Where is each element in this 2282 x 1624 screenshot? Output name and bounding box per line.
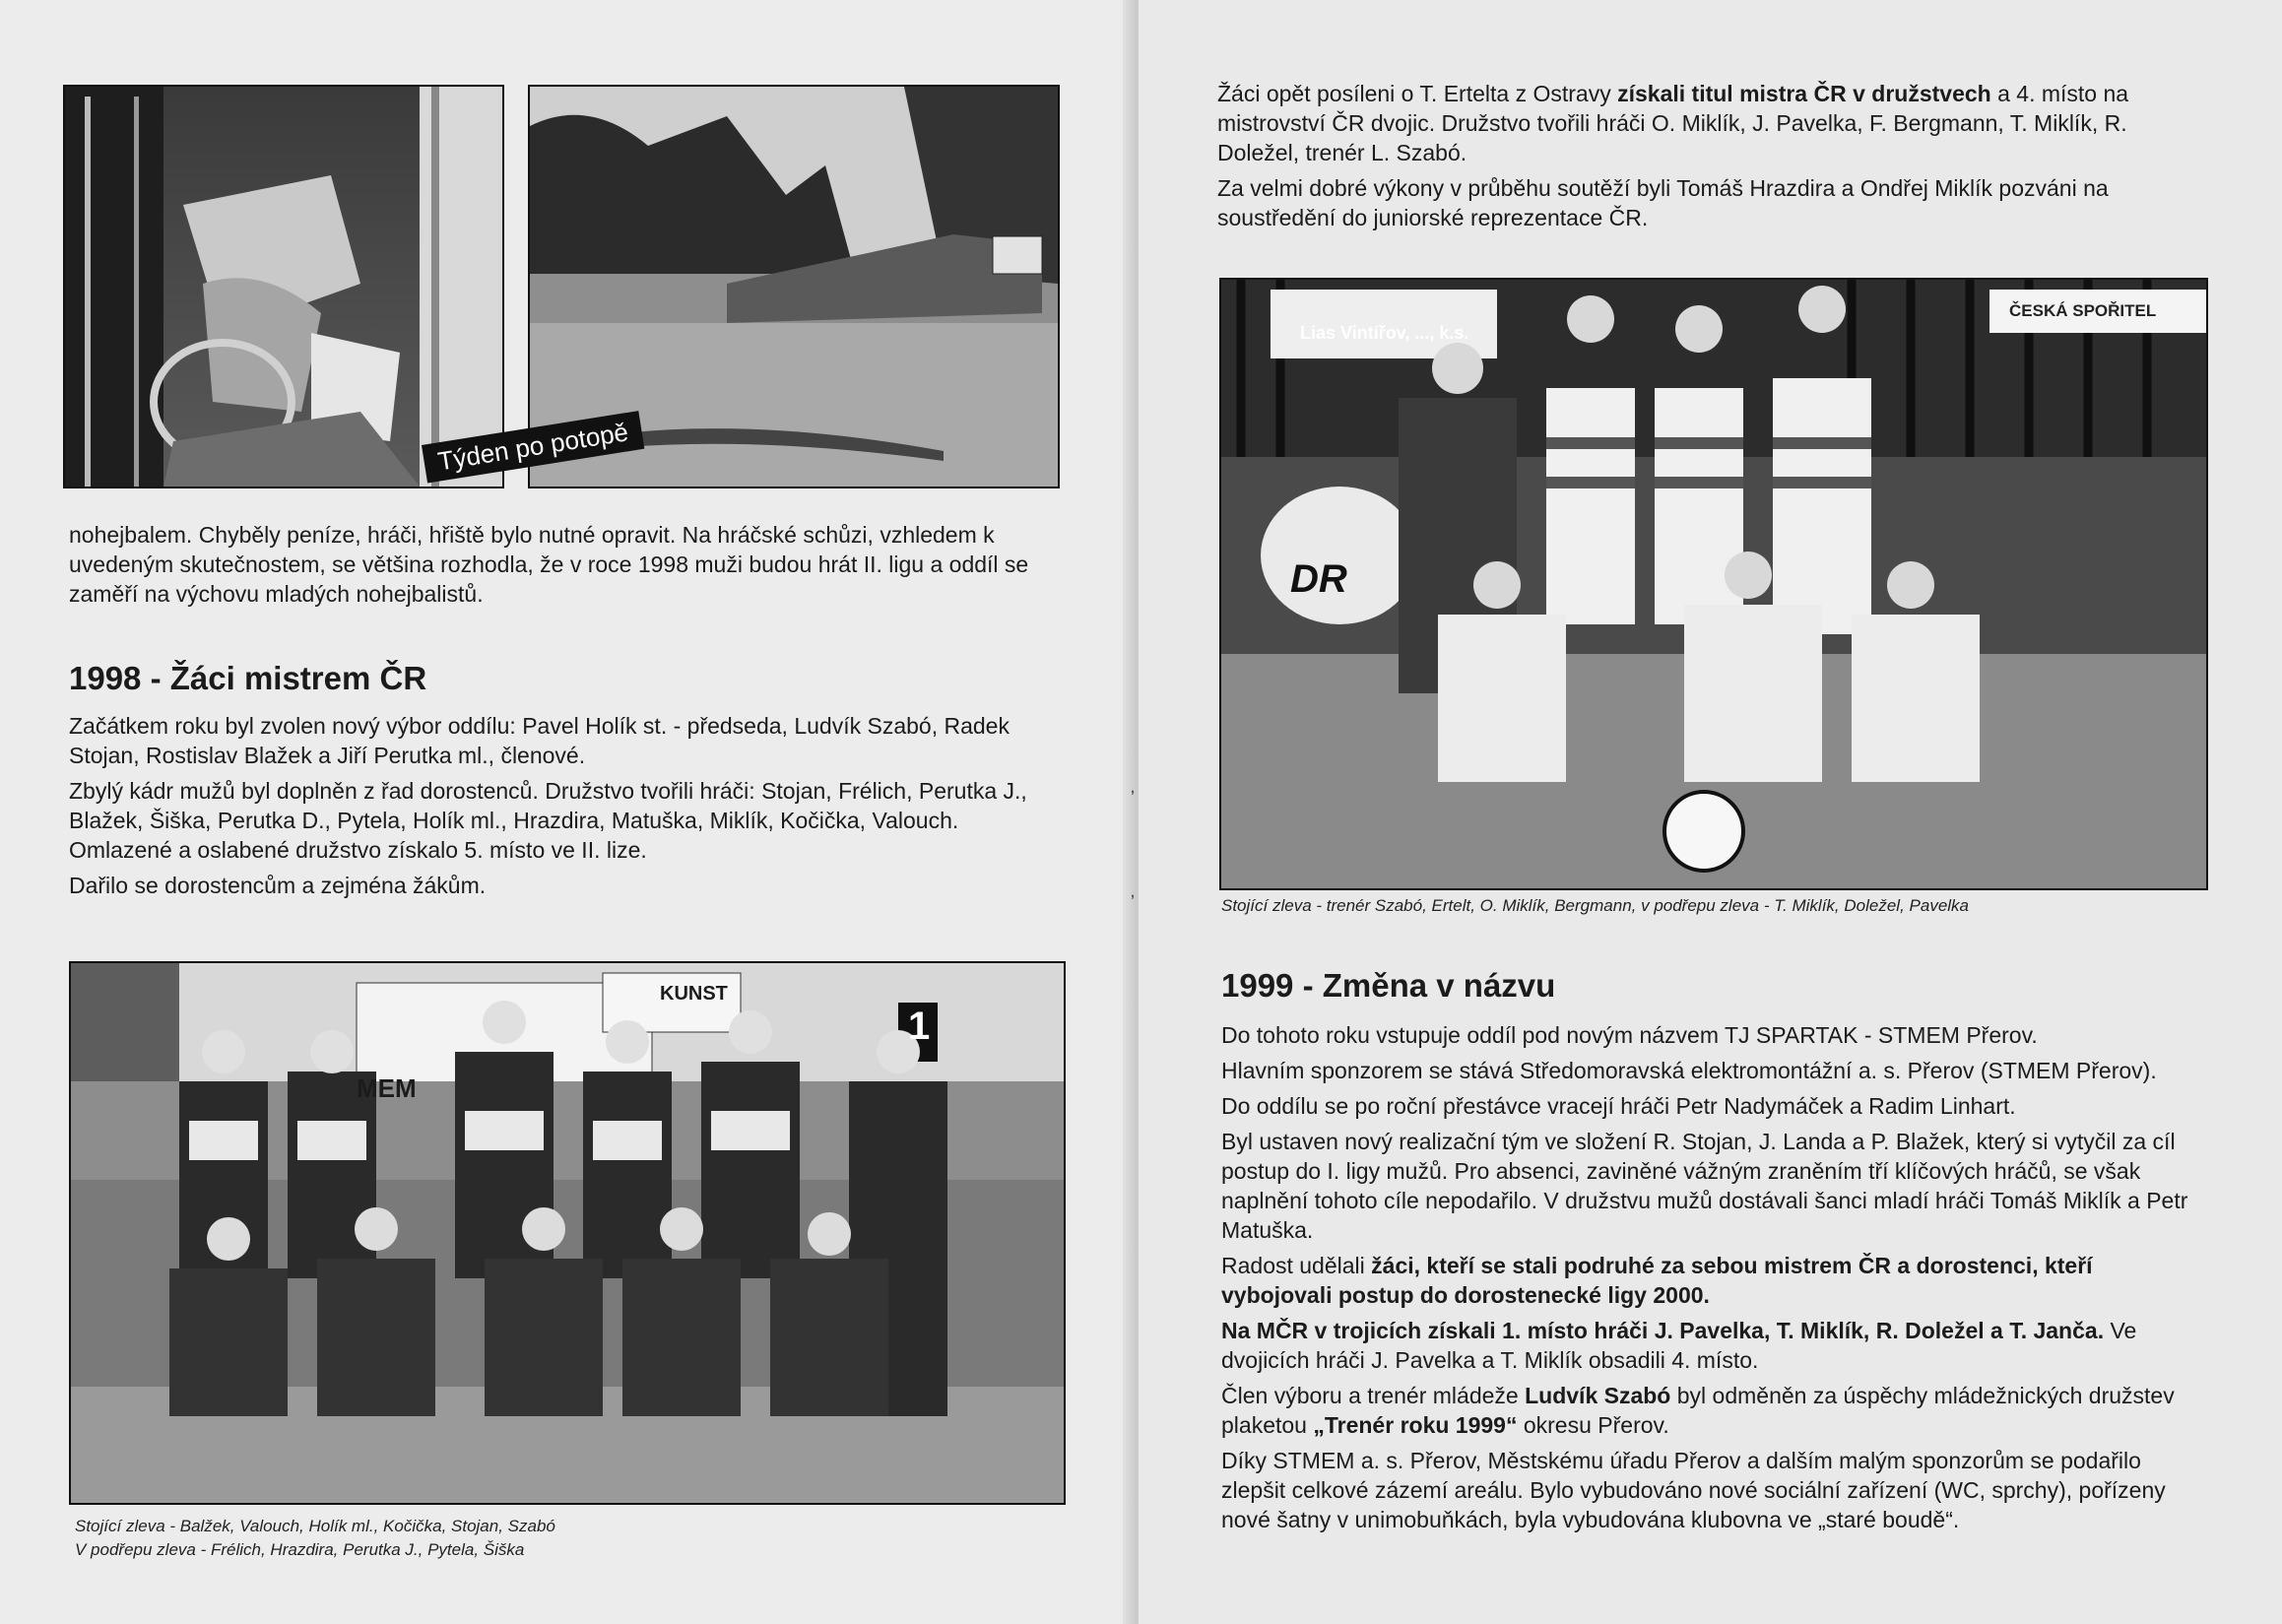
gutter-mark-upper: ʼ <box>1131 788 1135 808</box>
paragraph-returning-players: Do oddílu se po roční přestávce vracejí hráči Petr Nadymáček a Radim Linhart. <box>1221 1093 2016 1119</box>
youth-team-photo <box>1219 278 2208 890</box>
left-page <box>0 0 1131 1624</box>
lias-sign: Lias Vintířov, ..., k.s. <box>1300 323 1469 343</box>
paragraph-youth-title <box>1217 79 2202 167</box>
number-sign: 1 <box>908 1005 931 1048</box>
section-1998-text <box>69 711 1062 906</box>
paragraph-realization-team: Byl ustaven nový realizační tým ve složení R. Stojan, J. Landa a P. Blažek, který si vytyčil za cíl postup do I. ligy mužů. Pro absenci, zaviněné vážným zraněním tří klíčových hráčů, se však naplnění tohoto cíle nepodařilo. V družstvu mužů dostávali šanci mladí hráči Tomáš Miklík a Petr Matuška. <box>1221 1129 2188 1243</box>
text-award-intro: Člen výboru a trenér mládeže <box>1221 1383 1526 1408</box>
heading-1999: 1999 - Změna v názvu <box>1221 967 1556 1004</box>
paragraph-triples <box>1221 1316 2206 1375</box>
gutter-mark-lower: ʼ <box>1131 892 1135 912</box>
text-award-end: okresu Přerov. <box>1517 1412 1669 1438</box>
paragraph-new-name: Do tohoto roku vstupuje oddíl pod novým názvem TJ SPARTAK - STMEM Přerov. <box>1221 1022 2038 1048</box>
right-page <box>1139 0 2282 1624</box>
paragraph-sponsor: Hlavním sponzorem se stává Středomoravská elektromontážní a. s. Přerov (STMEM Přerov). <box>1221 1058 2157 1083</box>
text-youth-title: získali titul mistra ČR v družstvech <box>1617 81 1991 106</box>
text-youth-intro: Žáci opět posíleni o T. Ertelta z Ostravy <box>1217 81 1618 106</box>
caption-line-standing: Stojící zleva - Balžek, Valouch, Holík ml., Kočička, Stojan, Szabó <box>75 1517 555 1535</box>
photo-banner-label: Týden po potopě <box>422 411 645 483</box>
paragraph-facilities: Díky STMEM a. s. Přerov, Městskému úřadu Přerov a dalším malým sponzorům se podařilo zlepšit celkové zázemí areálu. Bylo vybudováno nové sociální zařízení (WC, sprchy), pořízeny nové šatny v unimobuňkách, byla vybudována klubovna ve „staré boudě“. <box>1221 1448 2166 1532</box>
youth-team-image <box>1221 280 2206 888</box>
caption-line-kneeling: V podřepu zleva - Frélich, Hrazdira, Perutka J., Pytela, Šiška <box>75 1540 525 1559</box>
flood-room-photo <box>63 85 504 488</box>
text-joy-bold: žáci, kteří se stali podruhé za sebou mistrem ČR a dorostenci, kteří vybojovali postup do dorostenecké ligy 2000. <box>1221 1253 2093 1308</box>
section-1999-text <box>1221 1020 2206 1540</box>
flood-room-image <box>65 87 502 487</box>
sporitelna-sign: ČESKÁ SPOŘITEL <box>2009 301 2157 320</box>
heading-1998: 1998 - Žáci mistrem ČR <box>69 660 427 696</box>
paragraph-squad: Zbylý kádr mužů byl doplněn z řad dorostenců. Družstvo tvořili hráči: Stojan, Frélich, Perutka J., Blažek, Šiška, Perutka D., Pytela, Holík ml., Hrazdira, Matuška, Miklík, Kočička, Valouch. Omlazené a oslabené družstvo získalo 5. místo ve II. lize. <box>69 778 1027 863</box>
team-photo-caption <box>75 1515 1060 1562</box>
text-coach-name: Ludvík Szabó <box>1525 1383 1671 1408</box>
intro-paragraph: nohejbalem. Chyběly peníze, hráči, hřiště bylo nutné opravit. Na hráčské schůzi, vzhledem k uvedeným skutečnostem, se většina rozhodla, že v roce 1998 muži budou hrát II. ligu a oddíl se zaměří na výchovu mladých nohejbalistů. <box>69 522 1029 607</box>
paragraph-committee: Začátkem roku byl zvolen nový výbor oddílu: Pavel Holík st. - předseda, Ludvík Szabó, Radek Stojan, Rostislav Blažek a Jiří Perutka ml., členové. <box>69 713 1010 768</box>
mem-sign: MEM <box>357 1073 417 1103</box>
youth-photo-caption: Stojící zleva - trenér Szabó, Ertelt, O. Miklík, Bergmann, v podřepu zleva - T. Miklík, Doležel, Pavelka <box>1221 896 1969 915</box>
text-youth-rest: a 4. místo na mistrovství ČR dvojic. Družstvo tvořili hráči O. Miklík, J. Pavelka, F. Bergmann, T. Miklík, R. Doležel, trenér L. Szabó. <box>1217 81 2129 165</box>
paragraph-coach-award <box>1221 1381 2206 1440</box>
text-triples-rest: Ve dvojicích hráči J. Pavelka a T. Miklík obsadili 4. místo. <box>1221 1318 2137 1373</box>
kunst-sign: KUNST <box>660 983 728 1005</box>
text-award-mid: byl odměněn za úspěchy mládežnických družstev plaketou <box>1221 1383 2175 1438</box>
paragraph-youth: Dařilo se dorostencům a zejména žákům. <box>69 873 487 898</box>
paragraph-junior-team: Za velmi dobré výkony v průběhu soutěží byli Tomáš Hrazdira a Ondřej Miklík pozváni na soustředění do juniorské reprezentace ČR. <box>1217 175 2109 230</box>
top-text <box>1217 79 2202 238</box>
text-award-title: „Trenér roku 1999“ <box>1313 1412 1518 1438</box>
men-team-photo <box>69 961 1066 1505</box>
text-joy-intro: Radost udělali <box>1221 1253 1372 1278</box>
text-triples-bold: Na MČR v trojicích získali 1. místo hráči J. Pavelka, T. Miklík, R. Doležel a T. Janča. <box>1221 1318 2105 1343</box>
dr-sign: DR <box>1290 557 1347 601</box>
paragraph-joy <box>1221 1251 2206 1310</box>
